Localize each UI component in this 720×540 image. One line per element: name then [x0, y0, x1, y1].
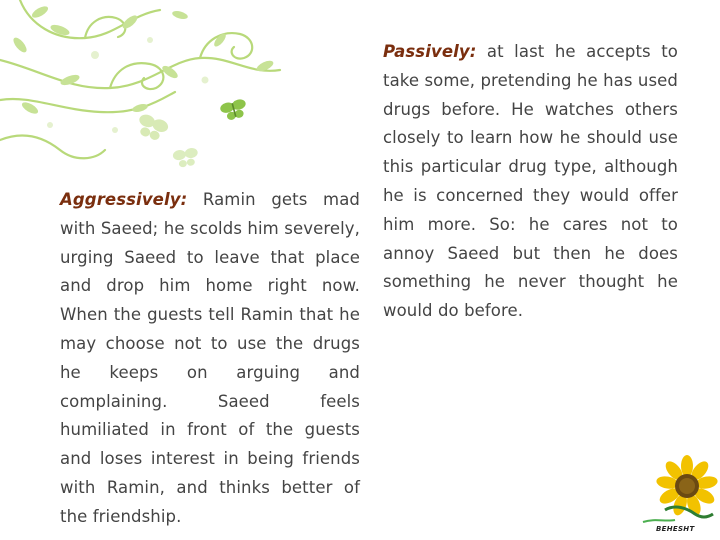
logo-text: BEHESHT: [656, 525, 695, 533]
left-paragraph-lead: Aggressively:: [60, 190, 188, 209]
left-paragraph: [60, 186, 360, 532]
left-paragraph-body: Ramin gets mad with Saeed; he scolds him severely, urging Saeed to leave that place and drop him home right now. When the guests tell Ramin that he may choose not to use the drugs he keeps on arguing and complaining. Saeed feels humiliated in front of the guests and loses interest in being friends with Ramin, and thinks better of the friendship.: [60, 190, 360, 526]
right-paragraph: [383, 38, 678, 326]
right-paragraph-lead: Passively:: [383, 42, 477, 61]
right-paragraph-body: at last he accepts to take some, pretending he has used drugs before. He watches others closely to learn how he should use this particular drug type, although he is concerned they would offer him more. So: he cares not to annoy Saeed but then he does something he never thought he would do before.: [383, 42, 678, 321]
floral-swirl-butterfly-icon: [0, 0, 330, 190]
